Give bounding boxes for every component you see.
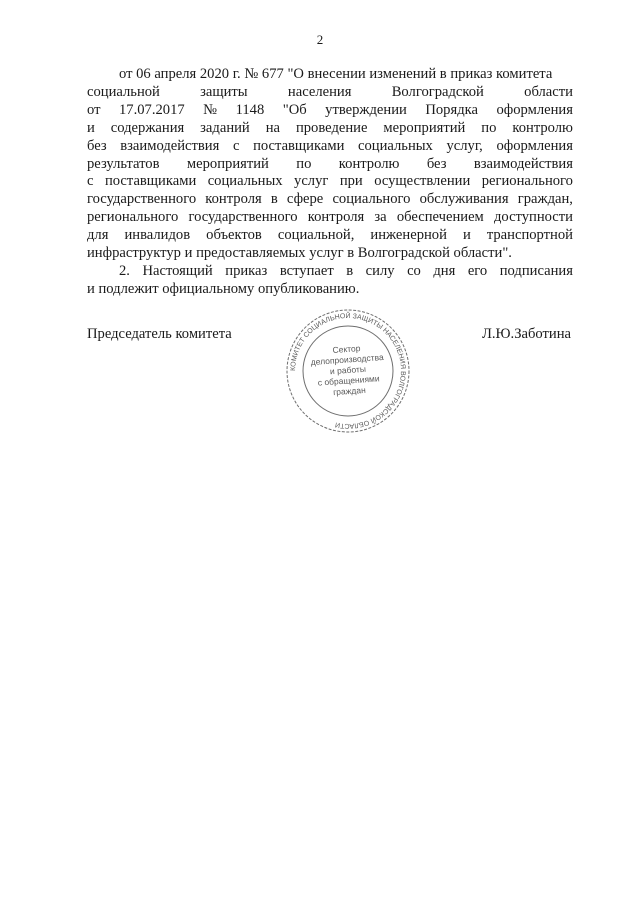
paragraph1-line (87, 66, 573, 84)
text-word: силу (365, 262, 395, 279)
text-word: по (296, 155, 312, 172)
stamp-center-line: и работы (329, 363, 367, 377)
text-word: Порядка (425, 101, 478, 118)
text-word: без (426, 155, 447, 172)
text-word: контроля (205, 191, 262, 208)
text-word: контролю (512, 119, 573, 136)
paragraph1-line (87, 227, 573, 245)
text-word: поставщиками (253, 137, 345, 154)
paragraph1-line (87, 245, 573, 263)
text-word: в (346, 262, 354, 279)
text-word: транспортной (486, 227, 573, 244)
text-word: взаимодействия (473, 155, 573, 172)
text-word: социальных (207, 173, 283, 190)
text-word: его (467, 262, 488, 279)
text-word: и (87, 119, 95, 136)
paragraph-2 (87, 263, 573, 299)
text-word: от (87, 101, 101, 118)
text-word: по (481, 119, 497, 136)
text-word: в (270, 191, 278, 208)
text-word: поставщиками (104, 173, 197, 190)
paragraph1-line (87, 120, 573, 138)
text-word: взаимодействия (120, 137, 220, 154)
document-body (87, 66, 573, 299)
text-word: инвалидов (124, 227, 191, 244)
paragraph1-line (87, 209, 573, 227)
text-word: социальной (87, 83, 160, 100)
text-word: на (265, 119, 280, 136)
text-word: с (87, 173, 94, 190)
stamp-center-line: Сектор (332, 343, 361, 356)
text-word: без (87, 137, 107, 154)
text-word: регионального (481, 173, 573, 190)
text-word: обеспечением (396, 209, 484, 226)
text-word: для (87, 227, 109, 244)
text-word: регионального (87, 209, 179, 226)
stamp-center-line: с обращениями (317, 373, 380, 388)
paragraph-1 (87, 66, 573, 263)
paragraph2-line (87, 281, 573, 299)
paragraph1-line (87, 191, 573, 209)
text-word: при (339, 173, 363, 190)
text-word: услуг (294, 173, 329, 190)
text-word: результатов (87, 155, 160, 172)
text-word: населения (287, 83, 352, 100)
paragraph2-line (87, 263, 573, 281)
text-word: социального (332, 191, 411, 208)
text-word: государственного (188, 209, 298, 226)
text-word: содержания (110, 119, 185, 136)
text-word: дня (433, 262, 456, 279)
text-word: приказ (225, 262, 268, 279)
stamp-center-line: делопроизводства (310, 351, 385, 368)
signatory-name: Л.Ю.Заботина (482, 326, 571, 342)
text-word: 2. (119, 262, 130, 279)
text-word: за (374, 209, 387, 226)
text-word: от 06 апреля 2020 г. № 677 "О внесении изменений в приказ комитета (119, 66, 553, 82)
stamp-ring-text: КОМИТЕТ СОЦИАЛЬНОЙ ЗАЩИТЫ НАСЕЛЕНИЯ ВОЛГОГРАДСКОЙ ОБЛАСТИ (289, 312, 407, 430)
official-stamp (285, 308, 411, 434)
text-word: доступности (493, 209, 573, 226)
page-number: 2 (316, 32, 324, 47)
text-word: заданий (200, 119, 250, 136)
stamp-center-line: граждан (332, 384, 367, 398)
text-word: инфраструктур и предоставляемых услуг в Волгоградской области". (87, 245, 512, 262)
text-word: оформления (496, 101, 573, 118)
text-word: услуг, (446, 137, 483, 154)
text-word: социальных (358, 137, 433, 154)
text-word: проведение (295, 119, 368, 136)
text-word: 1148 (235, 101, 265, 118)
text-word: Волгоградской (391, 83, 484, 100)
text-word: осуществлении (374, 173, 471, 190)
text-word: Настоящий (142, 262, 213, 279)
text-word: подписания (499, 262, 573, 279)
text-word: государственного (87, 191, 197, 208)
paragraph1-line (87, 138, 573, 156)
text-word: утверждении (325, 101, 407, 118)
text-word: и (462, 227, 471, 244)
signatory-title: Председатель комитета (87, 326, 232, 342)
text-word: "Об (282, 101, 307, 118)
text-word: контролю (338, 155, 400, 172)
paragraph1-line (87, 173, 573, 191)
text-word: с (232, 137, 240, 154)
paragraph1-line (87, 84, 573, 102)
paragraph1-line (87, 156, 573, 174)
text-word: оформления (496, 137, 573, 154)
text-word: № (203, 101, 218, 118)
text-word: сфере (286, 191, 324, 208)
text-word: социальной, (277, 227, 355, 244)
text-word: мероприятий (186, 155, 269, 172)
text-word: области (524, 83, 573, 100)
text-word: граждан, (517, 191, 573, 208)
text-word: 17.07.2017 (118, 101, 185, 118)
text-word: инженерной (370, 227, 447, 244)
text-word: мероприятий (383, 119, 466, 136)
text-word: и подлежит официальному опубликованию. (87, 280, 360, 297)
paragraph1-line (87, 102, 573, 120)
text-word: со (407, 262, 421, 279)
text-word: объектов (206, 227, 262, 244)
text-word: контроля (307, 209, 365, 226)
text-word: защиты (200, 83, 248, 100)
text-word: обслуживания (419, 191, 509, 208)
text-word: вступает (279, 262, 334, 279)
